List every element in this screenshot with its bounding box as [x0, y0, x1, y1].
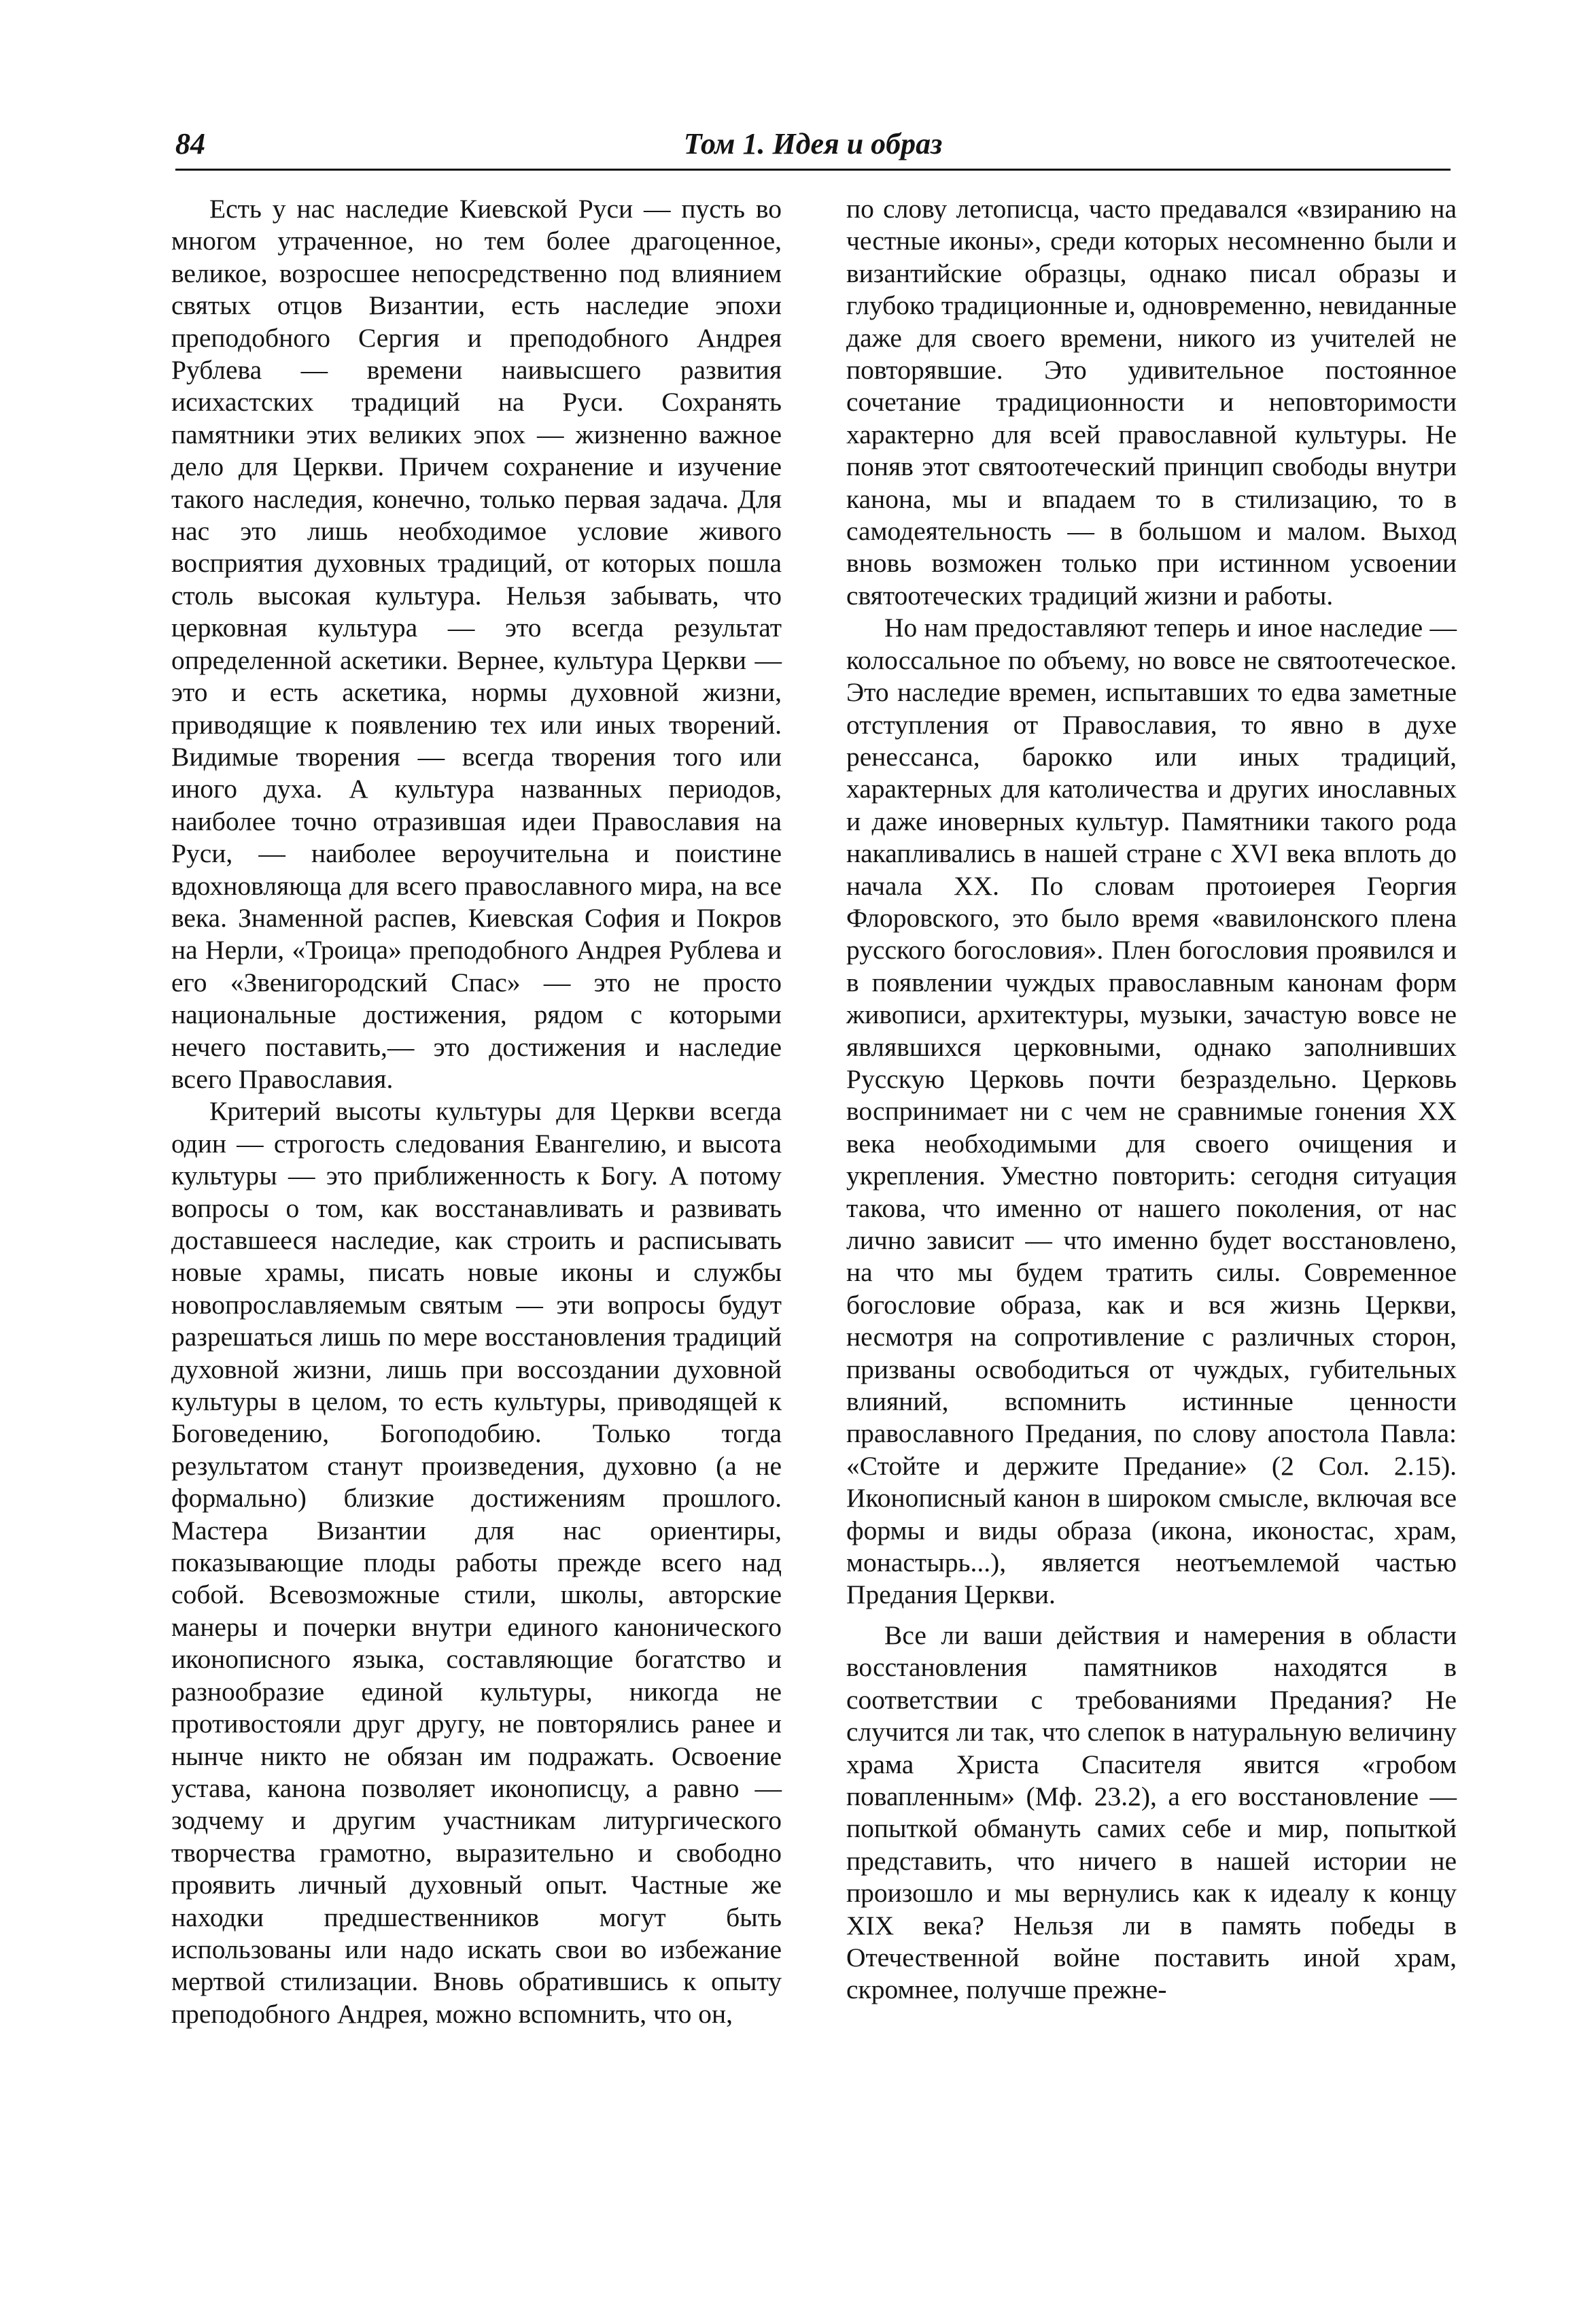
paragraph: Есть у нас наследие Киевской Руси — пусть во многом утраченное, но тем более драгоценное, великое, возросшее непосредственно под влиянием святых отцов Византии, есть наследие эпохи преподобного Сергия и преподобного Андрея Рублева — времени наивысшего развития исихастских традиций на Руси. Сохранять памятники этих великих эпох — жизненно важное дело для Церкви. Причем сохранение и изучение такого наследия, конечно, только первая задача. Для нас это лишь необходимое условие живого восприятия духовных традиций, от которых пошла столь высокая культура. Нельзя забывать, что церковная культура — это всегда результат определенной аскетики. Вернее, культура Церкви — это и есть аскетика, нормы духовной жизни, приводящие к появлению тех или иных творений. Видимые творения — всегда творения того или иного духа. А культура названных периодов, наиболее точно отразившая идеи Православия на Руси, — наиболее вероучительна и поистине вдохновляюща для всего православного мира, на все века. Знаменной распев, Киевская София и Покров на Нерли, «Троица» преподобного Андрея Рублева и его «Звенигородский Спас» — это не просто национальные достижения, рядом с которыми нечего поставить,— это достижения и наследие всего Православия.: [171, 194, 782, 1094]
left-column: [171, 193, 782, 2030]
paragraph-continued: по слову летописца, часто предавался «взиранию на честные иконы», среди которых несомненно были и византийские образцы, однако писал образы и глубоко традиционные и, одновременно, невиданные даже для своего времени, никого из учителей не повторявшие. Это удивительное постоянное сочетание традиционности и неповторимости характерно для всей православной культуры. Не поняв этот святоотеческий принцип свободы внутри канона, мы и впадаем то в стилизацию, то в самодеятельность — в большом и малом. Выход вновь возможен только при истинном усвоении святоотеческих традиций жизни и работы.: [846, 194, 1457, 611]
running-title: Том 1. Идея и образ: [683, 127, 943, 160]
page-header: [175, 126, 1451, 171]
page-number: 84: [175, 127, 205, 160]
paragraph: Критерий высоты культуры для Церкви всегда один — строгость следования Евангелию, и высота культуры — это приближенность к Богу. А потому вопросы о том, как восстанавливать и развивать доставшееся наследие, как строить и расписывать новые храмы, писать новые иконы и службы новопрославляемым святым — эти вопросы будут разрешаться лишь по мере восстановления традиций духовной жизни, лишь при воссоздании духовной культуры в целом, то есть культуры, приводящей к Боговедению, Богоподобию. Только тогда результатом станут произведения, духовно (а не формально) близкие достижениям прошлого. Мастера Византии для нас ориентиры, показывающие плоды работы прежде всего над собой. Всевозможные стили, школы, авторские манеры и почерки внутри единого канонического иконописного языка, составляющие богатство и разнообразие единой культуры, никогда не противостояли друг другу, не повторялись ранее и нынче никто не обязан им подражать. Освоение устава, канона позволяет иконописцу, а равно — зодчему и другим участникам литургического творчества грамотно, выразительно и свободно проявить личный духовный опыт. Частные же находки предшественников могут быть использованы или надо искать свои во избежание мертвой стилизации. Вновь обратившись к опыту преподобного Андрея, можно вспомнить, что он,: [171, 1096, 782, 2029]
right-column: [846, 193, 1457, 2006]
paragraph: Но нам предоставляют теперь и иное наследие — колоссальное по объему, но вовсе не святоотеческое. Это наследие времен, испытавших то едва заметные отступления от Православия, то явно в духе ренессанса, барокко или иных традиций, характерных для католичества и других инославных и даже иноверных культур. Памятники такого рода накапливались в нашей стране с XVI века вплоть до начала XX. По словам протоиерея Георгия Флоровского, это было время «вавилонского плена русского богословия». Плен богословия проявился и в появлении чуждых православным канонам форм живописи, архитектуры, музыки, зачастую вовсе не являвшихся церковными, однако заполнивших Русскую Церковь почти безраздельно. Церковь воспринимает ни с чем не сравнимые гонения XX века необходимыми для своего очищения и укрепления. Уместно повторить: сегодня ситуация такова, что именно от нашего поколения, от нас лично зависит — что именно будет восстановлено, на что мы будем тратить силы. Современное богословие образа, как и вся жизнь Церкви, несмотря на сопротивление с различных сторон, призваны освободиться от чуждых, губительных влияний, вспомнить истинные ценности православного Предания, по слову апостола Павла: «Стойте и держите Предание» (2 Сол. 2.15). Иконописный канон в широком смысле, включая все формы и виды образа (икона, иконостас, храм, монастырь...), является неотъемлемой частью Предания Церкви.: [846, 613, 1457, 1610]
paragraph: Все ли ваши действия и намерения в области восстановления памятников находятся в соответствии с требованиями Предания? Не случится ли так, что слепок в натуральную величину храма Христа Спасителя явится «гробом повапленным» (Мф. 23.2), а его восстановление — попыткой обмануть самих себе и мир, попыткой представить, что ничего в нашей истории не произошло и мы вернулись как к идеалу к концу XIX века? Нельзя ли в память победы в Отечественной войне поставить иной храм, скромнее, получше прежне-: [846, 1620, 1457, 2005]
